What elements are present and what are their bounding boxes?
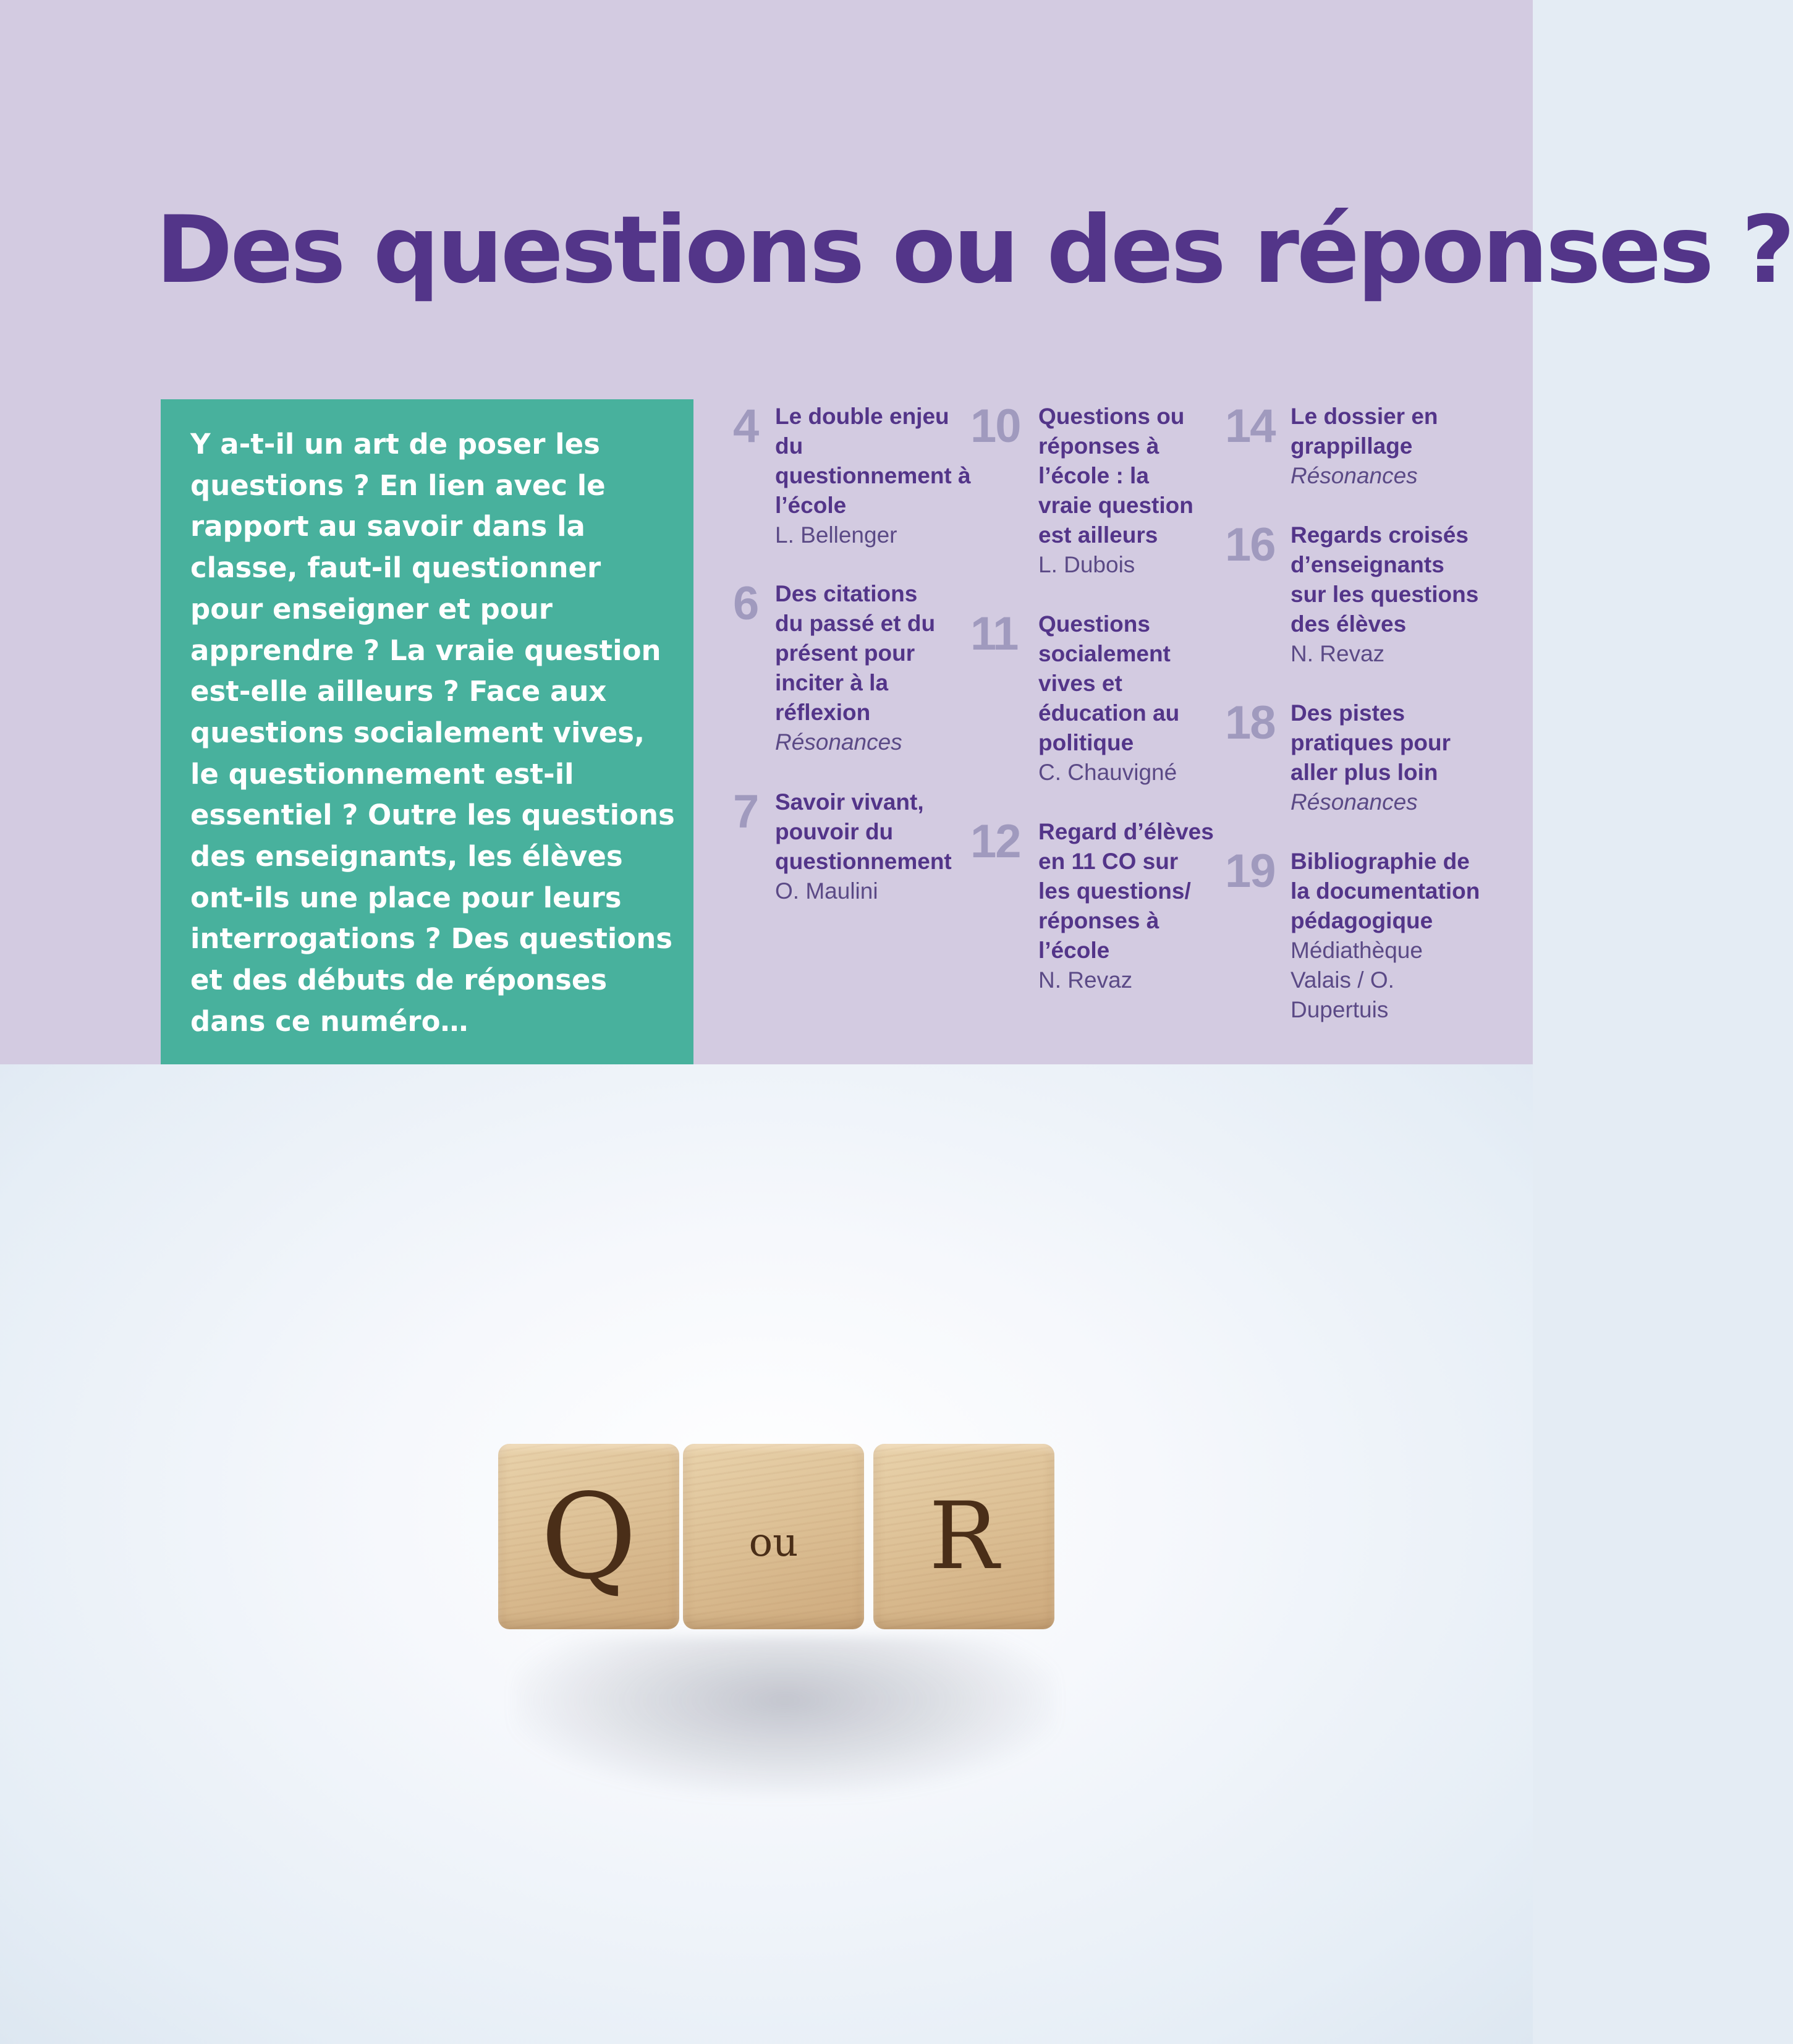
toc-page-number: 4 — [733, 400, 758, 452]
toc-page-number: 19 — [1225, 845, 1275, 897]
toc-author: Médiathèque Valais / O. Dupertuis — [1291, 938, 1423, 1022]
toc-page-number: 12 — [970, 815, 1020, 868]
toc-author: O. Maulini — [775, 878, 878, 904]
toc-author: C. Chauvigné — [1038, 760, 1177, 785]
page-title: Des questions ou des réponses ? — [156, 197, 1793, 304]
die-letter: Q — [540, 1468, 637, 1605]
toc-author: L. Dubois — [1038, 552, 1135, 577]
toc-author: Résonances — [775, 729, 902, 755]
die-letter: ou — [748, 1520, 799, 1566]
dice-shadow — [513, 1636, 1057, 1797]
toc-page-number: 7 — [733, 786, 758, 838]
toc-title: Regard d’élèves en 11 CO sur les questions/ réponses à l’école — [1038, 819, 1214, 963]
cover-photo — [0, 1064, 1533, 2044]
die-r — [873, 1444, 1054, 1629]
toc-author: L. Bellenger — [775, 522, 897, 548]
toc-title: Questions ou réponses à l’école : la vraie question est ailleurs — [1038, 404, 1193, 548]
toc-author: Résonances — [1291, 463, 1418, 488]
toc-title: Questions socialement vives et éducation au politique — [1038, 611, 1180, 755]
toc-page-number: 6 — [733, 577, 758, 630]
toc-title: Regards croisés d’enseignants sur les questions des élèves — [1291, 522, 1479, 637]
toc-title: Savoir vivant, pouvoir du questionnement — [775, 789, 952, 874]
die-letter: R — [929, 1483, 999, 1590]
die-ou — [683, 1444, 864, 1629]
toc-title: Bibliographie de la documentation pédagogique — [1291, 849, 1480, 933]
toc-page-number: 14 — [1225, 400, 1275, 452]
toc-title: Des citations du passé et du présent pour inciter à la réflexion — [775, 581, 936, 725]
toc-page-number: 18 — [1225, 697, 1275, 749]
toc-page-number: 11 — [970, 608, 1018, 660]
intro-box — [161, 399, 693, 1064]
toc-title: Le double enjeu du questionnement à l’école — [775, 404, 971, 518]
toc-author: N. Revaz — [1038, 967, 1133, 993]
toc-author: Résonances — [1291, 789, 1418, 815]
toc-title: Des pistes pratiques pour aller plus loin — [1291, 700, 1451, 785]
toc-page-number: 16 — [1225, 519, 1275, 571]
die-q — [498, 1444, 679, 1629]
intro-text: Y a-t-il un art de poser les questions ? En lien avec le rapport au savoir dans la classe, faut-il questionner pour enseigner et pour apprendre ? La vraie question est-elle ailleurs ? Face aux questions socialement vives, le questionnement est-il essentiel ? Outre les questions des enseignants, les élèves ont-ils une place pour leurs interrogations ? Des questions et des débuts de réponses dans ce numéro… — [190, 428, 675, 1038]
toc-author: N. Revaz — [1291, 641, 1385, 666]
toc-page-number: 10 — [970, 400, 1020, 452]
toc-title: Le dossier en grappillage — [1291, 404, 1438, 459]
